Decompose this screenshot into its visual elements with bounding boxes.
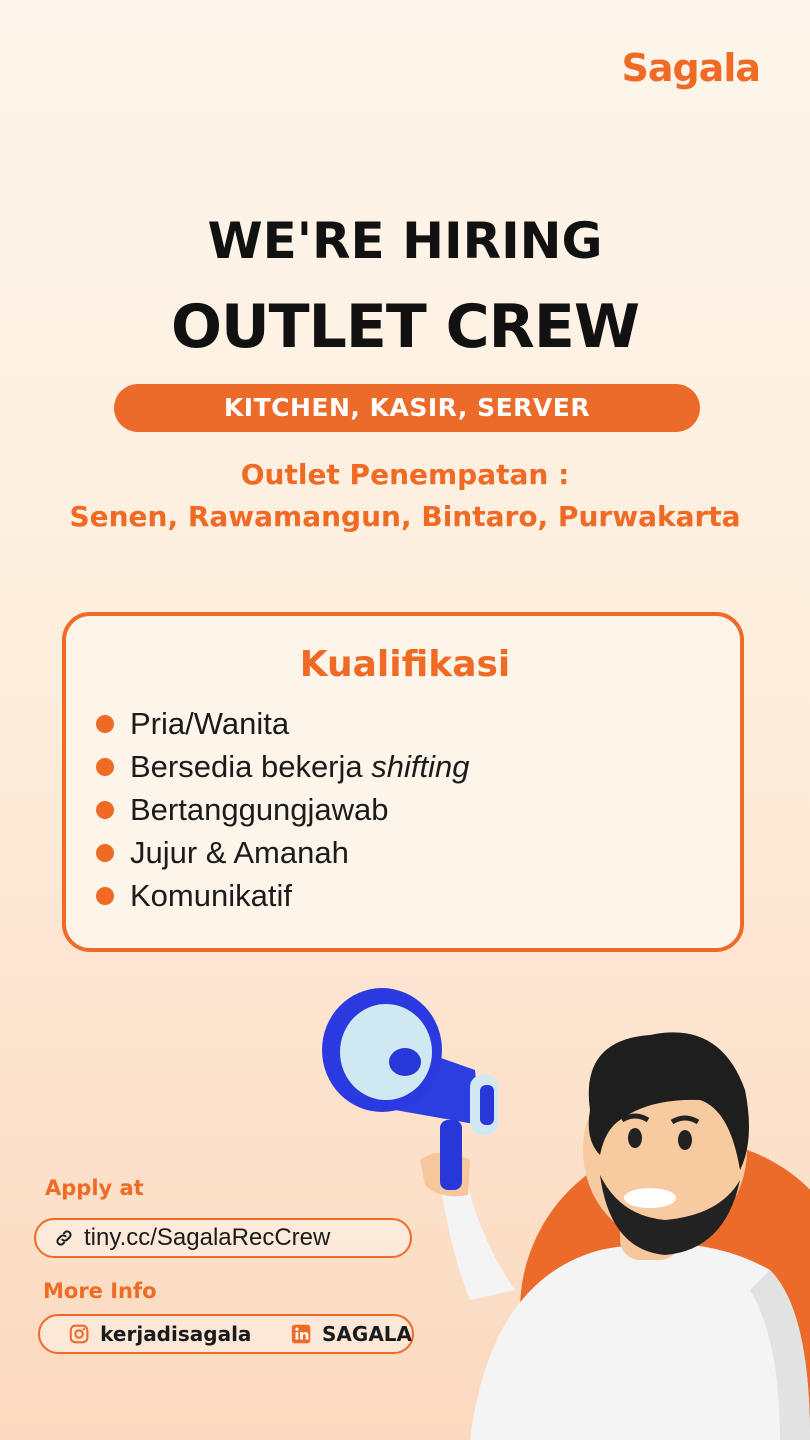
link-icon bbox=[54, 1228, 74, 1248]
apply-link[interactable] bbox=[34, 1218, 412, 1258]
apply-link-text: tiny.cc/SagalaRecCrew bbox=[84, 1224, 331, 1251]
headline-hiring: WE'RE HIRING bbox=[207, 212, 603, 270]
placement-label: Outlet Penempatan : bbox=[240, 458, 570, 491]
list-item: Pria/Wanita bbox=[96, 702, 469, 745]
headline-position: OUTLET CREW bbox=[170, 292, 640, 362]
brand-logo: Sagala bbox=[621, 46, 760, 90]
apply-label: Apply at bbox=[45, 1176, 144, 1200]
roles-badge: KITCHEN, KASIR, SERVER bbox=[114, 384, 700, 432]
linkedin-handle[interactable]: SAGALA bbox=[322, 1322, 413, 1346]
list-item: Komunikatif bbox=[96, 874, 469, 917]
linkedin-icon[interactable] bbox=[290, 1322, 312, 1346]
social-links bbox=[38, 1314, 414, 1354]
instagram-handle[interactable]: kerjadisagala bbox=[100, 1322, 252, 1346]
bullet-dot-icon bbox=[96, 844, 114, 862]
hiring-illustration bbox=[300, 980, 810, 1440]
qualification-list bbox=[96, 702, 469, 917]
bullet-dot-icon bbox=[96, 758, 114, 776]
more-info-label: More Info bbox=[43, 1279, 157, 1303]
bullet-dot-icon bbox=[96, 801, 114, 819]
list-item: Bersedia bekerja shifting bbox=[96, 745, 469, 788]
instagram-icon[interactable] bbox=[68, 1322, 90, 1346]
list-item: Jujur & Amanah bbox=[96, 831, 469, 874]
bullet-dot-icon bbox=[96, 887, 114, 905]
character-body bbox=[470, 1243, 810, 1440]
placement-locations: Senen, Rawamangun, Bintaro, Purwakarta bbox=[69, 500, 741, 533]
qualification-title: Kualifikasi bbox=[299, 644, 511, 685]
megaphone-icon bbox=[322, 988, 498, 1135]
bullet-dot-icon bbox=[96, 715, 114, 733]
list-item: Bertanggungjawab bbox=[96, 788, 469, 831]
